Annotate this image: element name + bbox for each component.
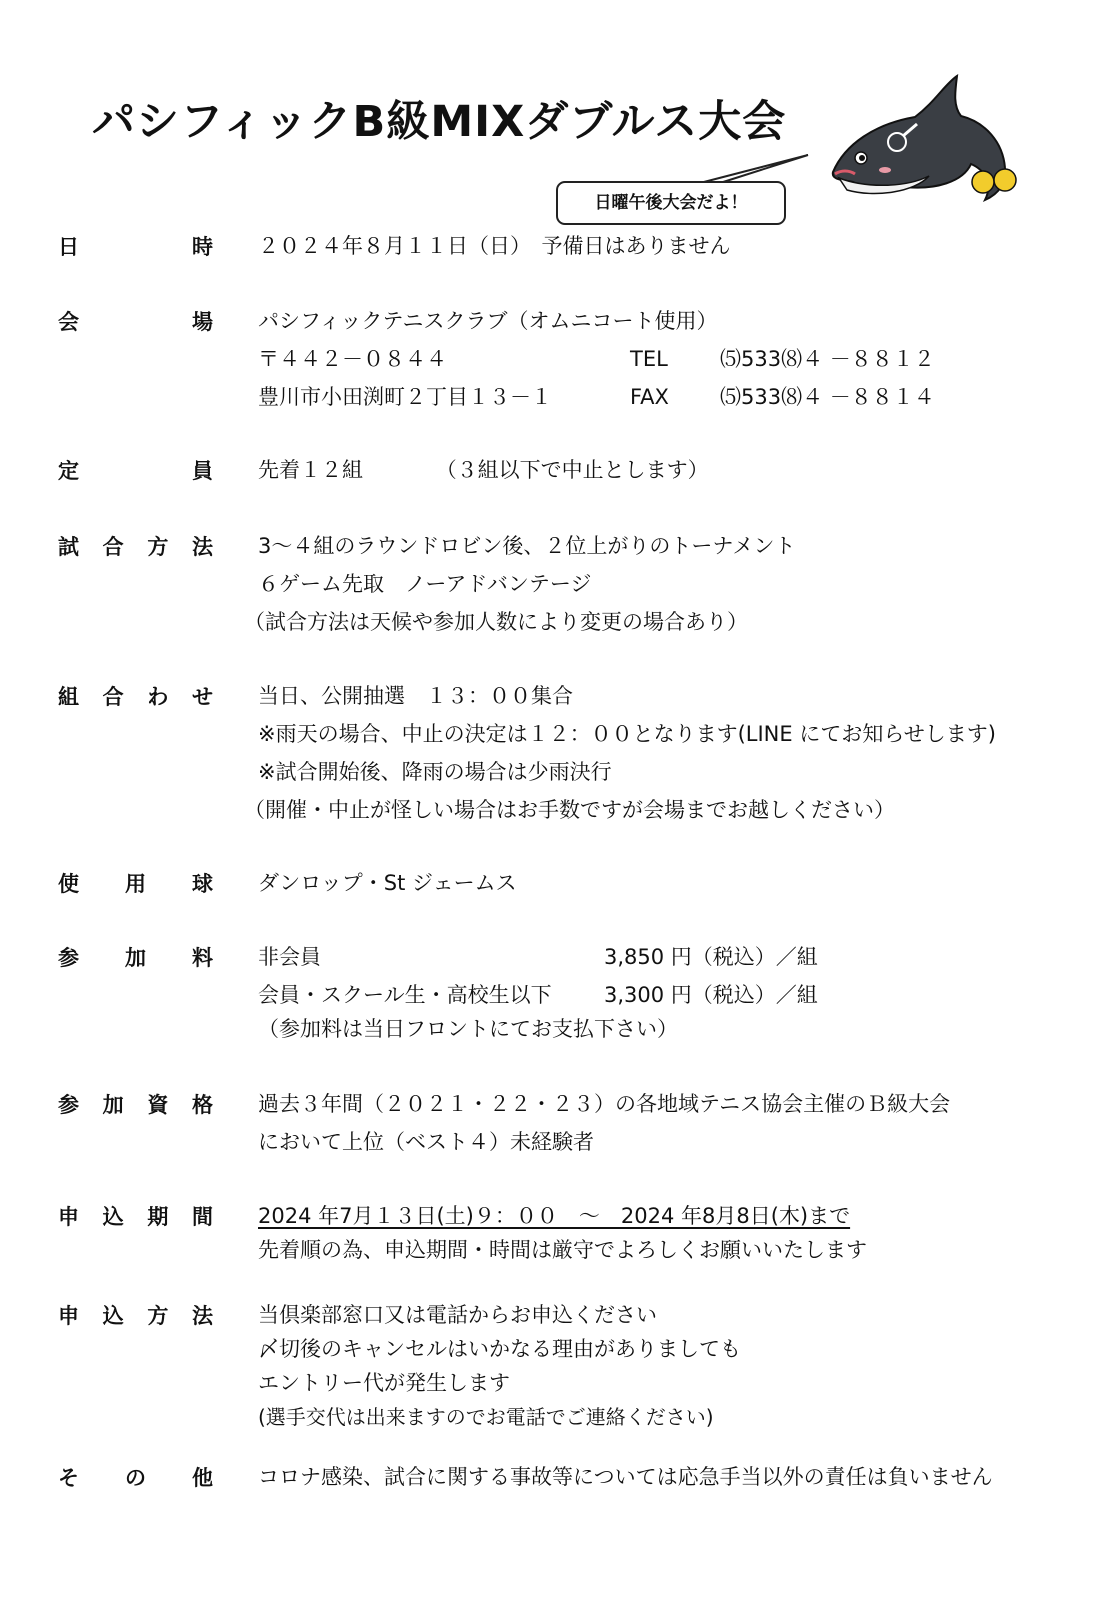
label-ball: 使 用 球 [58,872,213,896]
application-method-line: 当倶楽部窓口又は電話からお申込ください [258,1303,657,1327]
pairing-note: （開催・中止が怪しい場合はお手数ですが会場までお越しください） [244,798,895,822]
label-datetime: 日 時 [58,235,213,259]
label-eligibility: 参 加 資 格 [58,1093,213,1117]
venue-address: 豊川市小田渕町２丁目１３－１ [258,385,552,409]
fee-row2-amount: 3,300 円（税込）／組 [604,983,818,1007]
ball-value: ダンロップ・St ジェームス [258,871,517,895]
application-method-note: (選手交代は出来ますのでお電話でご連絡ください) [258,1405,714,1429]
label-pairing: 組 合 わ せ [58,685,213,709]
pairing-line: ※雨天の場合、中止の決定は１２：００となります(LINE にてお知らせします) [258,722,996,746]
eligibility-line: 過去３年間（２０２１・２２・２３）の各地域テニス協会主催のＢ級大会 [258,1092,951,1116]
other-value: コロナ感染、試合に関する事故等については応急手当以外の責任は負いません [258,1465,993,1489]
venue-postal: 〒４４２－０８４４ [258,347,447,371]
pairing-line: ※試合開始後、降雨の場合は少雨決行 [258,760,612,784]
application-period-dates: 2024 年7月１３日(土)９：００ ～ 2024 年8月8日(木)まで [258,1204,851,1228]
match-format-note: （試合方法は天候や参加人数により変更の場合あり） [244,610,748,634]
application-period-note: 先着順の為、申込期間・時間は厳守でよろしくお願いいたします [258,1238,867,1262]
match-format-line: 3～４組のラウンドロビン後、２位上がりのトーナメント [258,534,796,558]
page-title: パシフィックB級MIXダブルス大会 [92,97,787,147]
match-format-line: ６ゲーム先取 ノーアドバンテージ [258,572,592,596]
pairing-line: 当日、公開抽選 １３：００集合 [258,684,573,708]
venue-tel: TEL ⑸533⑻４ －８８１２ [630,347,935,371]
label-application-period: 申 込 期 間 [58,1205,213,1229]
fee-row2-name: 会員・スクール生・高校生以下 [258,983,552,1007]
fee-row1-amount: 3,850 円（税込）／組 [604,945,818,969]
label-application-method: 申 込 方 法 [58,1304,213,1328]
label-fee: 参 加 料 [58,946,213,970]
capacity-note: （３組以下で中止とします） [435,458,709,482]
application-method-line: エントリー代が発生します [258,1371,510,1395]
fee-note: （参加料は当日フロントにてお支払下さい） [258,1017,678,1041]
dolphin-mascot-icon [825,72,1030,212]
application-method-line: 〆切後のキャンセルはいかなる理由がありましても [258,1337,741,1361]
speech-bubble: 日曜午後大会だよ！ [556,181,786,225]
capacity-value: 先着１２組 （３組以下で中止とします） [258,458,709,482]
venue-fax: FAX ⑸533⑻４ －８８１４ [630,385,935,409]
label-other: そ の 他 [58,1466,213,1490]
label-capacity: 定 員 [58,459,213,483]
label-match-format: 試 合 方 法 [58,535,213,559]
venue-name: パシフィックテニスクラブ（オムニコート使用） [258,309,718,333]
label-venue: 会 場 [58,310,213,334]
datetime-value: ２０２４年８月１１日（日） 予備日はありません [258,234,731,258]
fee-row1-name: 非会員 [258,945,321,969]
eligibility-line: において上位（ベスト４）未経験者 [258,1130,594,1154]
